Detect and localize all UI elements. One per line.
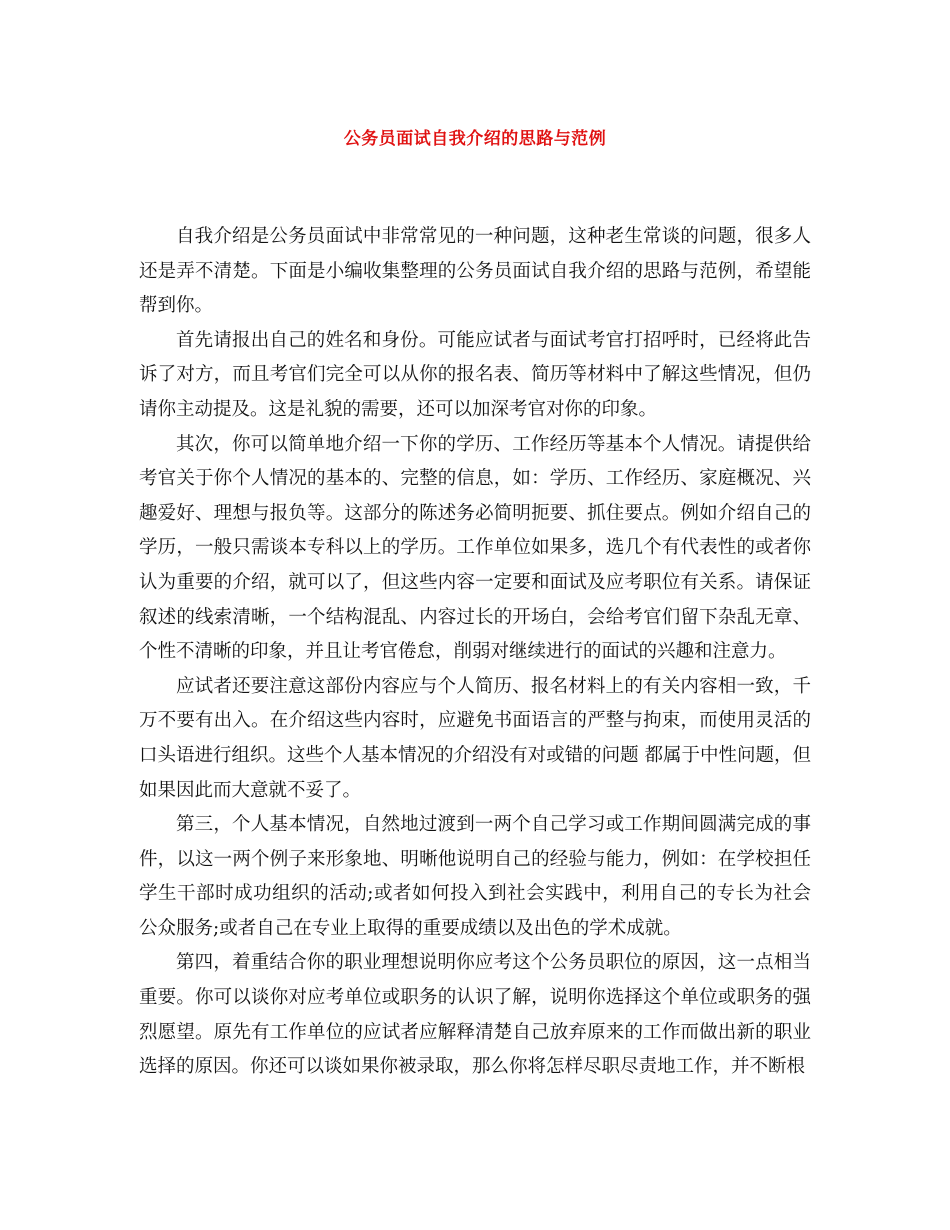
paragraph: 其次，你可以简单地介绍一下你的学历、工作经历等基本个人情况。请提供给考官关于你个人情况的基本的、完整的信息，如：学历、工作经历、家庭概况、兴趣爱好、理想与报负等。这部分的陈述务必简明扼要、抓住要点。例如介绍自己的学历，一般只需谈本专科以上的学历。工作单位如果多，选几个有代表性的或者你认为重要的介绍，就可以了，但这些内容一定要和面试及应考职位有关系。请保证叙述的线索清晰，一个结构混乱、内容过长的开场白，会给考官们留下杂乱无章、个性不清晰的印象，并且让考官倦怠，削弱对继续进行的面试的兴趣和注意力。	[139, 433, 811, 663]
paragraph: 第三，个人基本情况，自然地过渡到一两个自己学习或工作期间圆满完成的事件，以这一两个例子来形象地、明晰他说明自己的经验与能力，例如：在学校担任学生干部时成功组织的活动;或者如何投入到社会实践中，利用自己的专长为社会公众服务;或者自己在专业上取得的重要成绩以及出色的学术成就。	[139, 814, 811, 939]
paragraph: 应试者还要注意这部份内容应与个人简历、报名材料上的有关内容相一致，千万不要有出入。在介绍这些内容时，应避免书面语言的严整与拘束，而使用灵活的口头语进行组织。这些个人基本情况的介绍没有对或错的问题 都属于中性问题，但如果因此而大意就不妥了。	[139, 675, 811, 801]
paragraph: 第四，着重结合你的职业理想说明你应考这个公务员职位的原因，这一点相当重要。你可以谈你对应考单位或职务的认识了解，说明你选择这个单位或职务的强烈愿望。原先有工作单位的应试者应解释清楚自己放弃原来的工作而做出新的职业选择的原因。你还可以谈如果你被录取，那么你将怎样尽职尽责地工作，并不断根	[139, 952, 811, 1078]
document-body	[139, 220, 811, 1085]
document-title: 公务员面试自我介绍的思路与范例	[343, 129, 607, 149]
paragraph: 自我介绍是公务员面试中非常常见的一种问题，这种老生常谈的问题，很多人还是弄不清楚。下面是小编收集整理的公务员面试自我介绍的思路与范例，希望能帮到你。	[139, 226, 811, 317]
paragraph: 首先请报出自己的姓名和身份。可能应试者与面试考官打招呼时，已经将此告诉了对方，而且考官们完全可以从你的报名表、简历等材料中了解这些情况，但仍请你主动提及。这是礼貌的需要，还可以加深考官对你的印象。	[139, 329, 811, 420]
